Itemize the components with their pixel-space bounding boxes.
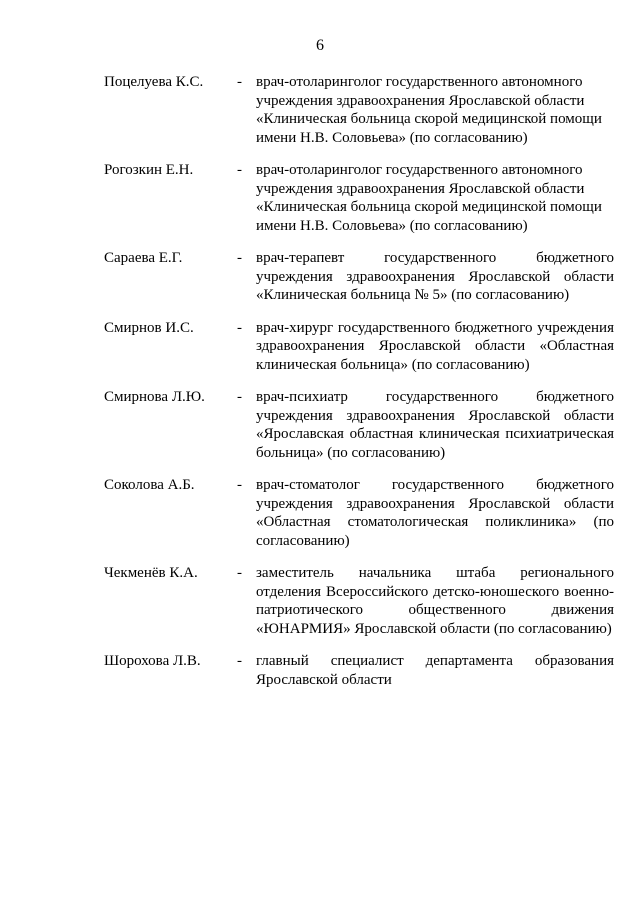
list-item	[104, 73, 614, 147]
member-position: заместитель начальника штаба регионального отделения Всероссийского детско-юношеского военно-патриотического общественного движения «ЮНАРМИЯ» Ярославской области (по согласованию)	[256, 565, 614, 637]
member-list	[104, 73, 614, 703]
member-position: врач-терапевт государственного бюджетного учреждения здравоохранения Ярославской области «Клиническая больница № 5» (по согласованию)	[256, 250, 614, 303]
list-item	[104, 652, 614, 689]
list-item	[104, 476, 614, 550]
list-item	[104, 564, 614, 638]
list-item	[104, 161, 614, 235]
list-item	[104, 388, 614, 462]
member-name: Смирнов И.С.	[104, 319, 194, 336]
member-position: врач-хирург государственного бюджетного учреждения здравоохранения Ярославской области «Областная клиническая больница» (по согласованию)	[256, 319, 614, 373]
member-position: главный специалист департамента образования Ярославской области	[256, 653, 614, 688]
member-name: Поцелуева К.С.	[104, 74, 204, 90]
dash-separator: -	[237, 477, 242, 493]
list-item	[104, 249, 614, 305]
member-position: врач-стоматолог государственного бюджетного учреждения здравоохранения Ярославской области «Областная стоматологическая поликлиника» (по согласованию)	[256, 477, 614, 549]
member-name: Шорохова Л.В.	[104, 653, 201, 669]
dash-separator: -	[237, 74, 242, 90]
member-name: Соколова А.Б.	[104, 477, 195, 493]
member-position: врач-психиатр государственного бюджетного учреждения здравоохранения Ярославской области «Ярославская областная клиническая психиатрическая больница» (по согласованию)	[256, 389, 614, 461]
dash-separator: -	[237, 250, 242, 266]
member-name: Сараева Е.Г.	[104, 250, 183, 266]
dash-separator: -	[237, 653, 242, 669]
dash-separator: -	[237, 389, 242, 405]
list-item	[104, 319, 614, 375]
member-name: Рогозкин Е.Н.	[104, 162, 194, 178]
member-position: врач-отоларинголог государственного автономного учреждения здравоохранения Ярославской области «Клиническая больница скорой медицинской помощи имени Н.В. Соловьева» (по согласованию)	[256, 74, 602, 146]
member-name: Смирнова Л.Ю.	[104, 389, 205, 405]
page-number: 6	[316, 37, 324, 54]
dash-separator: -	[237, 319, 242, 336]
member-position: врач-отоларинголог государственного автономного учреждения здравоохранения Ярославской области «Клиническая больница скорой медицинской помощи имени Н.В. Соловьева» (по согласованию)	[256, 162, 602, 234]
dash-separator: -	[237, 162, 242, 178]
dash-separator: -	[237, 565, 242, 581]
member-name: Чекменёв К.А.	[104, 565, 198, 581]
